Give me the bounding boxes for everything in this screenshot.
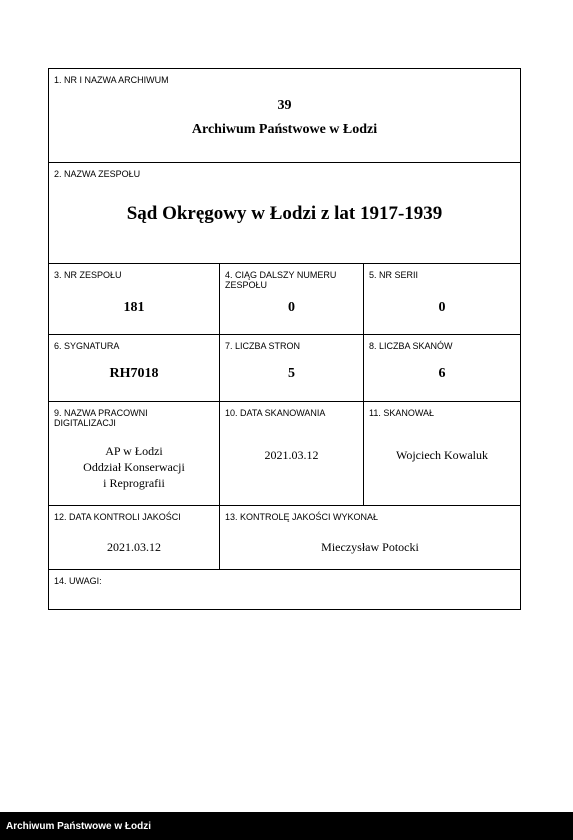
pages-label: 7. LICZBA STRON bbox=[225, 341, 301, 351]
workshop-line3: i Reprografii bbox=[103, 476, 165, 490]
fonds-number-cell bbox=[49, 264, 219, 334]
numbers-row bbox=[49, 264, 520, 335]
fonds-name-row bbox=[49, 163, 520, 264]
scan-date-value: 2021.03.12 bbox=[264, 448, 319, 462]
fonds-name-cell bbox=[49, 163, 520, 263]
fonds-number-label: 3. NR ZESPOŁU bbox=[54, 270, 122, 280]
scan-date-label: 10. DATA SKANOWANIA bbox=[225, 408, 326, 418]
qc-by-value: Mieczysław Potocki bbox=[321, 540, 419, 554]
continuation-label-line2: ZESPOŁU bbox=[225, 280, 268, 290]
continuation-cell bbox=[219, 264, 363, 334]
continuation-label bbox=[225, 270, 359, 290]
fonds-name-value: Sąd Okręgowy w Łodzi z lat 1917-1939 bbox=[126, 203, 443, 224]
archive-cell bbox=[49, 69, 520, 162]
series-label: 5. NR SERII bbox=[369, 270, 419, 280]
archive-name: Archiwum Państwowe w Łodzi bbox=[191, 122, 378, 137]
archive-row bbox=[49, 69, 520, 163]
workshop-cell bbox=[49, 402, 219, 505]
workshop-line1: AP w Łodzi bbox=[105, 444, 163, 458]
pages-value: 5 bbox=[288, 366, 295, 381]
workshop-label-line1: 9. NAZWA PRACOWNI bbox=[54, 408, 148, 418]
scanned-by-value: Wojciech Kowaluk bbox=[395, 448, 488, 462]
remarks-cell bbox=[49, 570, 520, 609]
workshop-label-line2: DIGITALIZACJI bbox=[54, 418, 116, 428]
scan-date-cell bbox=[219, 402, 363, 505]
quality-control-row bbox=[49, 506, 520, 570]
remarks-row bbox=[49, 570, 520, 609]
fonds-number-value: 181 bbox=[123, 300, 145, 315]
workshop-label bbox=[54, 408, 215, 428]
metadata-form bbox=[48, 68, 521, 610]
fonds-name-label: 2. NAZWA ZESPOŁU bbox=[54, 169, 141, 179]
qc-by-label: 13. KONTROLĘ JAKOŚCI WYKONAŁ bbox=[225, 512, 379, 522]
footer-text: Archiwum Państwowe w Łodzi bbox=[6, 821, 152, 832]
scanned-by-label: 11. SKANOWAŁ bbox=[369, 408, 435, 418]
signature-cell bbox=[49, 335, 219, 401]
scans-label: 8. LICZBA SKANÓW bbox=[369, 341, 453, 351]
qc-date-value: 2021.03.12 bbox=[107, 540, 161, 554]
qc-date-label: 12. DATA KONTROLI JAKOŚCI bbox=[54, 512, 181, 522]
scans-cell bbox=[363, 335, 520, 401]
series-value: 0 bbox=[438, 300, 446, 315]
scanned-by-cell bbox=[363, 402, 520, 505]
scans-value: 6 bbox=[438, 366, 446, 381]
continuation-label-line1: 4. CIĄG DALSZY NUMERU bbox=[225, 270, 337, 280]
signature-value: RH7018 bbox=[109, 366, 159, 381]
archive-label: 1. NR I NAZWA ARCHIWUM bbox=[54, 75, 169, 85]
workshop-value bbox=[49, 443, 219, 491]
digitization-row bbox=[49, 402, 520, 506]
pages-cell bbox=[219, 335, 363, 401]
archive-number: 39 bbox=[277, 98, 292, 113]
continuation-value: 0 bbox=[288, 300, 295, 315]
signature-row bbox=[49, 335, 520, 402]
footer-bar bbox=[0, 812, 573, 840]
qc-by-cell bbox=[219, 506, 520, 569]
workshop-line2: Oddział Konserwacji bbox=[83, 460, 185, 474]
signature-label: 6. SYGNATURA bbox=[54, 341, 120, 351]
remarks-label: 14. UWAGI: bbox=[54, 576, 102, 586]
qc-date-cell bbox=[49, 506, 219, 569]
series-cell bbox=[363, 264, 520, 334]
